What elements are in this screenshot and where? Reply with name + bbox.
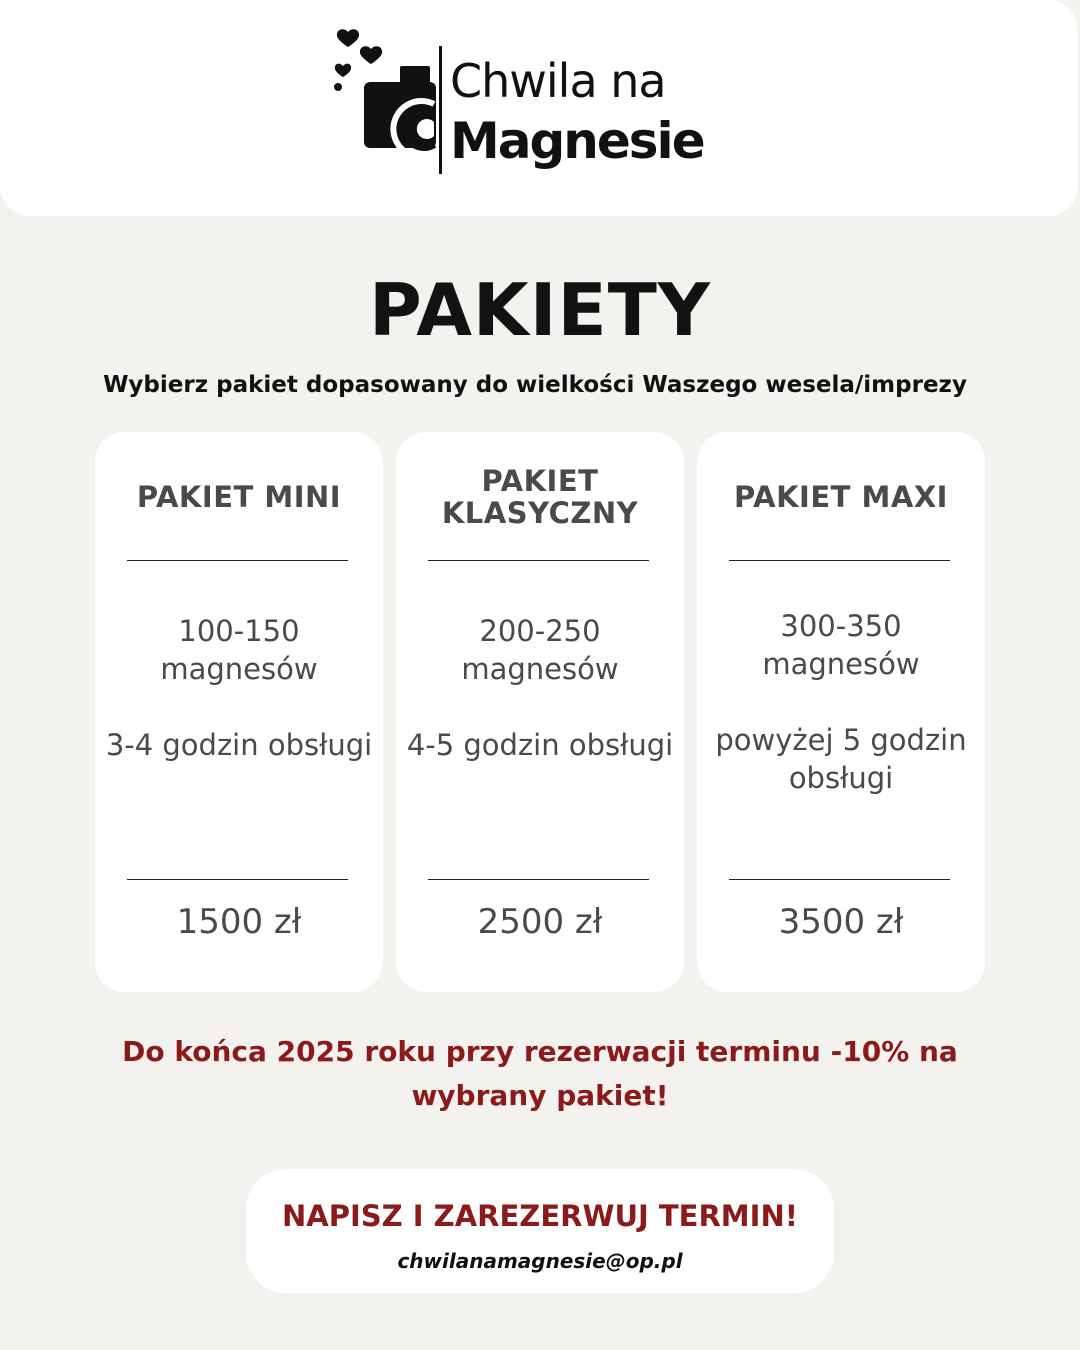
- package-hours: powyżej 5 godzin obsługi: [715, 723, 967, 795]
- divider: [127, 879, 348, 880]
- page-subtitle: Wybierz pakiet dopasowany do wielkości Waszego wesela/imprezy: [103, 372, 967, 398]
- divider: [428, 560, 649, 561]
- brand-name-line2: Magnesie: [450, 112, 704, 170]
- logo-divider: [439, 46, 442, 174]
- package-magnets: 300-350 magnesów: [762, 609, 920, 681]
- divider: [428, 879, 649, 880]
- page-title: PAKIETY: [369, 268, 711, 352]
- contact-cta[interactable]: [246, 1169, 834, 1293]
- package-details: [406, 612, 674, 764]
- camera-hearts-icon: [330, 28, 440, 178]
- package-magnets: 200-250 magnesów: [461, 614, 619, 686]
- brand-logo: [330, 28, 720, 178]
- package-price: 2500 zł: [477, 902, 603, 942]
- package-name: PAKIET MINI: [136, 480, 342, 514]
- divider: [729, 879, 950, 880]
- package-name: PAKIET KLASYCZNY: [441, 464, 639, 530]
- package-magnets: 100-150 magnesów: [160, 614, 318, 686]
- package-details: [105, 612, 373, 764]
- package-price: 1500 zł: [176, 902, 302, 942]
- divider: [729, 560, 950, 561]
- package-hours: 4-5 godzin obsługi: [406, 728, 674, 762]
- package-card-maxi[interactable]: [697, 432, 985, 992]
- contact-email-link[interactable]: chwilanamagnesie@op.pl: [397, 1249, 683, 1273]
- package-name: PAKIET MAXI: [734, 480, 948, 514]
- package-details: [707, 607, 975, 797]
- header-card: [0, 0, 1078, 216]
- brand-name-line1: Chwila na: [450, 54, 666, 108]
- cta-label: NAPISZ I ZAREZERWUJ TERMIN!: [282, 1199, 798, 1233]
- divider: [127, 560, 348, 561]
- package-card-klasyczny[interactable]: [396, 432, 684, 992]
- package-card-mini[interactable]: [95, 432, 383, 992]
- package-hours: 3-4 godzin obsługi: [105, 728, 373, 762]
- promo-text: Do końca 2025 roku przy rezerwacji terminu -10% na wybrany pakiet!: [122, 1035, 958, 1112]
- package-price: 3500 zł: [778, 902, 904, 942]
